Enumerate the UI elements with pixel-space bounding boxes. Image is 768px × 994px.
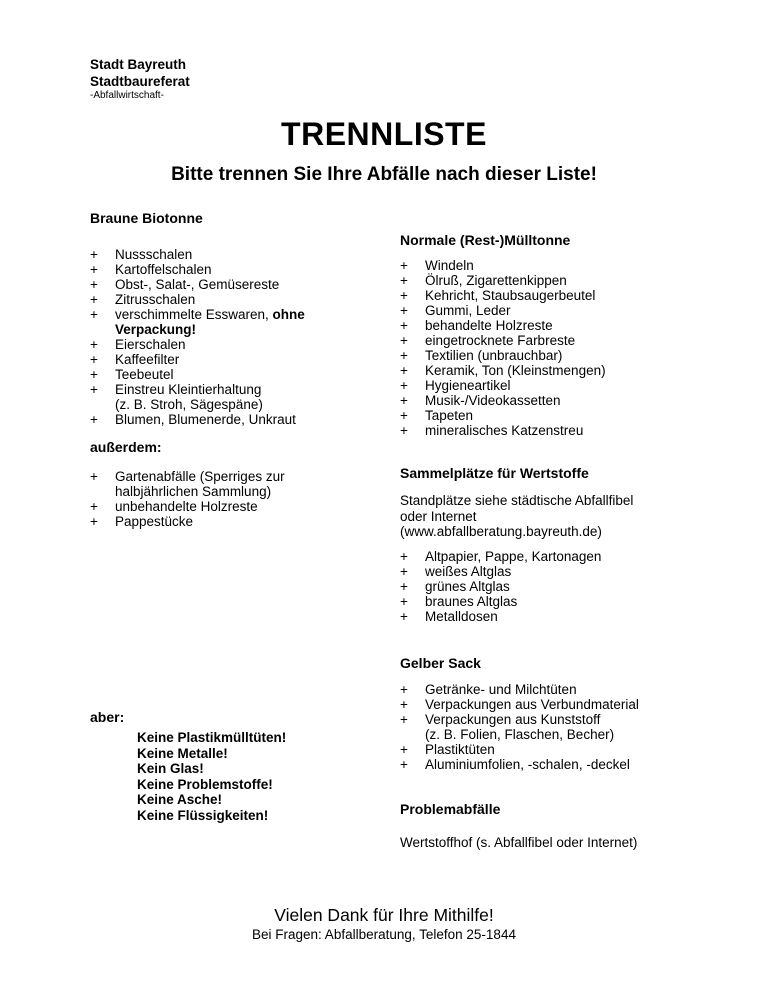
warning-line: Keine Plastikmülltüten! — [137, 730, 287, 745]
list-item-text: Tapeten — [425, 408, 474, 423]
list-item — [400, 682, 690, 697]
bullet-plus: + — [400, 303, 408, 318]
list-item-emphasis: ohne — [272, 307, 305, 322]
list-item — [90, 499, 350, 514]
list-item-text: Altpapier, Pappe, Kartonagen — [425, 549, 602, 564]
list-item-text: unbehandelte Holzreste — [115, 499, 258, 514]
list-item — [400, 423, 680, 438]
gelb-heading: Gelber Sack — [400, 655, 481, 671]
bullet-plus: + — [90, 262, 98, 277]
bullet-plus: + — [400, 423, 408, 438]
bullet-plus: + — [400, 682, 408, 697]
aber-warnings — [137, 730, 286, 823]
list-item-text: Windeln — [425, 258, 474, 273]
list-item-text: Keramik, Ton (Kleinstmengen) — [425, 363, 606, 378]
list-item-text: mineralisches Katzenstreu — [425, 423, 584, 438]
problem-heading: Problemabfälle — [400, 801, 501, 817]
bullet-plus: + — [400, 318, 408, 333]
list-item-text: Metalldosen — [425, 609, 498, 624]
list-item-text: behandelte Holzreste — [425, 318, 553, 333]
list-item — [400, 712, 690, 742]
list-item — [90, 247, 350, 262]
list-item — [400, 697, 690, 712]
warning-line: Keine Metalle! — [137, 745, 228, 761]
list-item — [400, 303, 680, 318]
sammel-heading: Sammelplätze für Wertstoffe — [400, 465, 589, 481]
list-item-text: Nussschalen — [115, 247, 193, 262]
footer-contact: Bei Fragen: Abfallberatung, Telefon 25-1844 — [252, 927, 516, 942]
bullet-plus: + — [90, 292, 98, 307]
footer-thanks: Vielen Dank für Ihre Mithilfe! — [274, 905, 494, 925]
bullet-plus: + — [400, 393, 408, 408]
issuer-division: -Abfallwirtschaft- — [90, 90, 164, 101]
bullet-plus: + — [90, 499, 98, 514]
list-item-text: Pappestücke — [115, 514, 194, 529]
list-item-text: Textilien (unbrauchbar) — [425, 348, 563, 363]
list-item — [400, 288, 680, 303]
list-item — [400, 742, 690, 757]
bullet-plus: + — [400, 333, 408, 348]
list-item-text: Kehricht, Staubsaugerbeutel — [425, 288, 596, 303]
list-item — [400, 393, 680, 408]
list-item-text: Getränke- und Milchtüten — [425, 682, 577, 697]
list-item-text: weißes Altglas — [425, 564, 512, 579]
list-item-text: Obst-, Salat-, Gemüsereste — [115, 277, 280, 292]
bullet-plus: + — [400, 363, 408, 378]
list-item — [400, 378, 680, 393]
sammel-info-line: oder Internet — [400, 508, 477, 524]
bullet-plus: + — [90, 382, 98, 397]
list-item-text: Aluminiumfolien, -schalen, -deckel — [425, 757, 630, 772]
bio-list — [90, 247, 350, 427]
bullet-plus: + — [90, 277, 98, 292]
list-item-continuation: (z. B. Folien, Flaschen, Becher) — [425, 727, 615, 742]
bullet-plus: + — [90, 469, 98, 484]
bullet-plus: + — [400, 549, 408, 564]
list-item — [400, 273, 680, 288]
bullet-plus: + — [400, 742, 408, 757]
list-item-text: Gartenabfälle (Sperriges zur — [115, 469, 285, 484]
bullet-plus: + — [90, 514, 98, 529]
list-item-text: Zitrusschalen — [115, 292, 196, 307]
list-item — [90, 307, 350, 337]
list-item — [90, 469, 350, 499]
bullet-plus: + — [400, 288, 408, 303]
list-item — [90, 277, 350, 292]
bullet-plus: + — [400, 564, 408, 579]
list-item-text: Kaffeefilter — [115, 352, 180, 367]
bullet-plus: + — [400, 594, 408, 609]
list-item-text: grünes Altglas — [425, 579, 510, 594]
list-item-text: Ölruß, Zigarettenkippen — [425, 273, 567, 288]
sammel-list — [400, 549, 680, 624]
list-item — [400, 333, 680, 348]
list-item-text: Blumen, Blumenerde, Unkraut — [115, 412, 296, 427]
bullet-plus: + — [400, 258, 408, 273]
bullet-plus: + — [90, 412, 98, 427]
list-item — [90, 292, 350, 307]
list-item-text: Musik-/Videokassetten — [425, 393, 561, 408]
list-item — [90, 337, 350, 352]
bullet-plus: + — [90, 367, 98, 382]
bullet-plus: + — [400, 757, 408, 772]
rest-list — [400, 258, 680, 438]
list-item-text: braunes Altglas — [425, 594, 518, 609]
bullet-plus: + — [400, 378, 408, 393]
bio-heading: Braune Biotonne — [90, 210, 203, 226]
list-item — [400, 258, 680, 273]
bullet-plus: + — [400, 609, 408, 624]
list-item — [400, 594, 680, 609]
bullet-plus: + — [400, 348, 408, 363]
bullet-plus: + — [400, 697, 408, 712]
issuer-city: Stadt Bayreuth — [90, 57, 187, 72]
warning-line: Kein Glas! — [137, 761, 204, 776]
list-item-text: eingetrocknete Farbreste — [425, 333, 576, 348]
warning-line: Keine Flüssigkeiten! — [137, 807, 269, 823]
aber-heading: aber: — [90, 709, 125, 725]
sammel-info-url: (www.abfallberatung.bayreuth.de) — [400, 524, 602, 539]
ausserdem-list — [90, 469, 350, 529]
list-item — [90, 382, 350, 412]
page-title: TRENNLISTE — [281, 116, 487, 152]
bullet-plus: + — [90, 247, 98, 262]
list-item — [400, 348, 680, 363]
list-item-text: Verpackungen aus Verbundmaterial — [425, 697, 639, 712]
list-item — [90, 352, 350, 367]
bullet-plus: + — [400, 273, 408, 288]
sammel-info-line: Standplätze siehe städtische Abfallfibel — [400, 493, 634, 508]
gelb-list — [400, 682, 690, 772]
list-item — [400, 757, 690, 772]
list-item — [400, 318, 680, 333]
bullet-plus: + — [400, 712, 408, 727]
list-item — [400, 549, 680, 564]
list-item-continuation: (z. B. Stroh, Sägespäne) — [115, 397, 263, 412]
list-item — [400, 579, 680, 594]
list-item-text: verschimmelte Esswaren, — [115, 307, 273, 322]
warning-line: Keine Asche! — [137, 792, 223, 807]
bullet-plus: + — [90, 337, 98, 352]
list-item-text: Teebeutel — [115, 367, 174, 382]
warning-line: Keine Problemstoffe! — [137, 776, 273, 792]
list-item-text: Verpackungen aus Kunststoff — [425, 712, 601, 727]
bullet-plus: + — [90, 352, 98, 367]
list-item-continuation: halbjährlichen Sammlung) — [115, 484, 272, 499]
list-item — [90, 412, 350, 427]
issuer-department: Stadtbaureferat — [90, 74, 190, 89]
list-item — [400, 609, 680, 624]
list-item-text: Plastiktüten — [425, 742, 495, 757]
list-item — [400, 408, 680, 423]
list-item — [90, 262, 350, 277]
problem-text: Wertstoffhof (s. Abfallfibel oder Internet) — [400, 835, 638, 850]
page-subtitle: Bitte trennen Sie Ihre Abfälle nach dieser Liste! — [171, 164, 597, 185]
list-item-text: Gummi, Leder — [425, 303, 511, 318]
list-item-continuation: Verpackung! — [115, 322, 197, 337]
bullet-plus: + — [90, 307, 98, 322]
list-item-text: Hygieneartikel — [425, 378, 511, 393]
list-item — [400, 363, 680, 378]
list-item-text: Einstreu Kleintierhaltung — [115, 382, 262, 397]
bullet-plus: + — [400, 579, 408, 594]
sammel-info — [400, 493, 633, 540]
list-item-text: Kartoffelschalen — [115, 262, 212, 277]
ausserdem-heading: außerdem: — [90, 439, 162, 455]
list-item — [400, 564, 680, 579]
rest-heading: Normale (Rest-)Mülltonne — [400, 232, 571, 248]
list-item — [90, 367, 350, 382]
bullet-plus: + — [400, 408, 408, 423]
list-item-text: Eierschalen — [115, 337, 186, 352]
list-item — [90, 514, 350, 529]
issuer-block — [90, 56, 190, 102]
